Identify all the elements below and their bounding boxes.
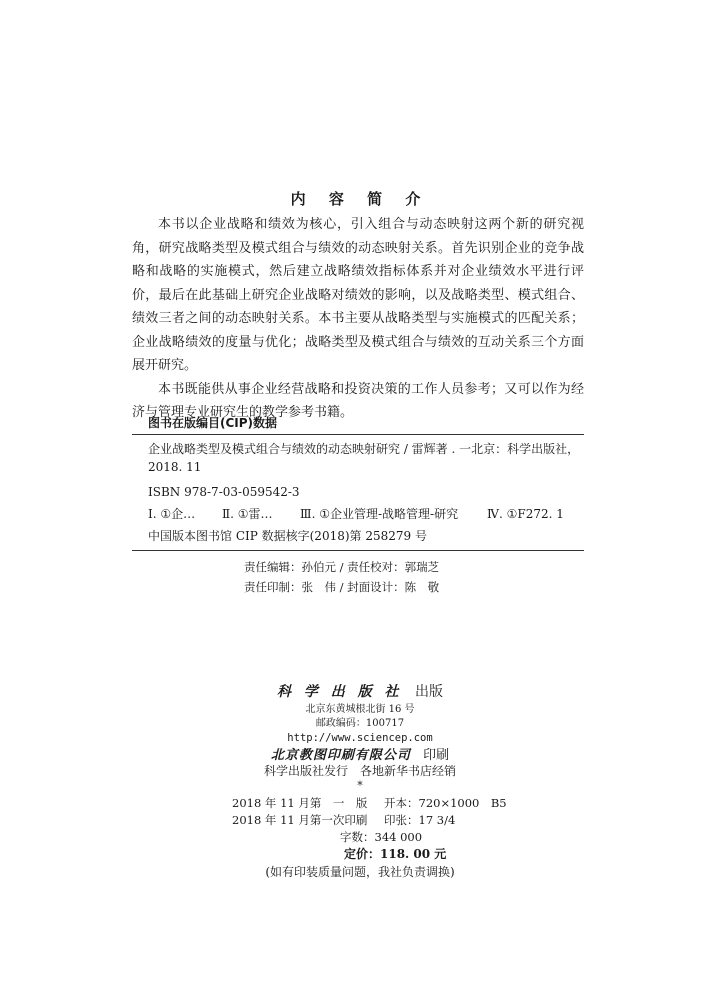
star-divider: * xyxy=(357,779,363,792)
class-item-3: Ⅲ. ①企业管理-战略管理-研究 xyxy=(300,507,459,521)
introduction xyxy=(132,213,584,425)
print-design-credits: 责任印制：张 伟 / 封面设计：陈 敬 xyxy=(244,580,440,594)
class-item-4: Ⅳ. ①F272. 1 xyxy=(487,507,564,521)
class-item-2: Ⅱ. ①雷… xyxy=(222,507,273,521)
printing-sheets: 印张：17 3/4 xyxy=(384,813,456,827)
printer-action: 印刷 xyxy=(423,748,450,763)
book-price: 定价：118. 00 元 xyxy=(344,847,447,861)
cip-isbn xyxy=(148,483,578,501)
publisher-action: 出版 xyxy=(414,684,443,700)
publisher-website: http://www.sciencep.com xyxy=(287,732,433,744)
edition-date: 2018 年 11 月第 一 版 xyxy=(232,796,368,810)
print-date: 2018 年 11 月第一次印刷 xyxy=(232,813,368,827)
intro-paragraph-2: 本书既能供从事企业经营战略和投资决策的工作人员参考；又可以作为经济与管理专业研究生的教学参考书籍。 xyxy=(132,381,584,420)
publisher-address: 北京东黄城根北街 16 号 xyxy=(305,704,415,715)
page-title: 内 容 简 介 xyxy=(290,190,430,208)
editor-credits: 责任编辑：孙伯元 / 责任校对：郭瑞芝 xyxy=(244,560,440,574)
class-item-1: Ⅰ. ①企… xyxy=(148,507,196,521)
cip-heading: 图书在版编目(CIP)数据 xyxy=(148,416,278,430)
cip-title-line: 企业战略类型及模式组合与绩效的动态映射研究 / 雷辉著 . 一北京：科学出版社， xyxy=(148,442,580,456)
isbn-text: ISBN 978-7-03-059542-3 xyxy=(148,485,300,499)
quality-notice: (如有印装质量问题，我社负责调换) xyxy=(265,865,455,879)
word-count: 字数：344 000 xyxy=(340,830,423,844)
cip-record-text: 中国版本图书馆 CIP 数据核字(2018)第 258279 号 xyxy=(148,529,427,543)
printer-name: 北京教图印刷有限公司 xyxy=(270,748,411,763)
credits xyxy=(244,557,439,597)
publisher-name: 科 学 出 版 社 xyxy=(277,684,403,700)
intro-paragraph-1: 本书以企业战略和绩效为核心，引入组合与动态映射这两个新的研究视角，研究战略类型及模式组合与绩效的动态映射关系。首先识别企业的竞争战略和战略的实施模式，然后建立战略绩效指标体系并对企业绩效水平进行评价，最后在此基础上研究企业战略对绩效的影响，以及战略类型、模式组合、绩效三者之间的动态映射关系。本书主要从战略类型与实施模式的匹配关系；企业战略绩效的度量与优化；战略类型及模式组合与绩效的互动关系三个方面展开研究。 xyxy=(132,217,584,373)
cip-record xyxy=(148,527,578,545)
publisher-postcode: 邮政编码：100717 xyxy=(315,718,405,729)
cip-top-rule xyxy=(132,434,584,435)
cip-date-line: 2018. 11 xyxy=(148,460,202,474)
cip-bottom-rule xyxy=(132,550,584,551)
distribution-line: 科学出版社发行 各地新华书店经销 xyxy=(263,764,456,778)
book-format: 开本：720×1000 B5 xyxy=(384,796,507,810)
cip-entry xyxy=(148,440,578,476)
printer-line xyxy=(0,744,720,763)
publisher-line xyxy=(0,681,720,701)
